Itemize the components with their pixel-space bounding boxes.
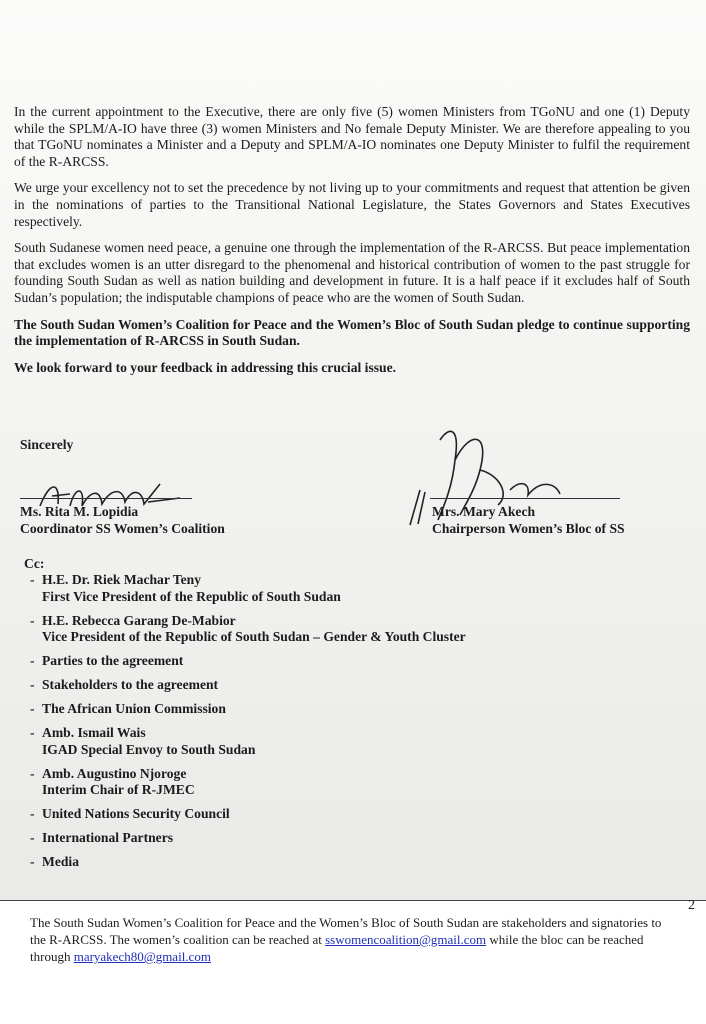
cc-item: - H.E. Rebecca Garang De-Mabior Vice President of the Republic of South Sudan – Gender & Youth Cluster [30, 612, 466, 644]
closing-salutation: Sincerely [20, 437, 74, 452]
cc-list [30, 572, 670, 878]
signatory-right-name: Mrs. Mary Akech [432, 504, 536, 519]
cc-item: - H.E. Dr. Riek Machar Teny First Vice President of the Republic of South Sudan [30, 572, 341, 604]
letter-body [14, 104, 690, 386]
signatory-right [432, 504, 625, 537]
cc-item: - The African Union Commission [30, 701, 226, 716]
signatory-left [20, 504, 225, 537]
cc-item: - International Partners [30, 830, 174, 845]
signatory-left-title: Coordinator SS Women’s Coalition [20, 520, 225, 536]
paragraph-pledge: The South Sudan Women’s Coalition for Peace and the Women’s Bloc of South Sudan pledge to continue supporting the implementation of R-ARCSS in South Sudan. [14, 316, 690, 349]
cc-item: - Parties to the agreement [30, 653, 184, 668]
cc-item: - Media [30, 854, 79, 869]
paragraph-feedback: We look forward to your feedback in addressing this crucial issue. [14, 359, 397, 375]
cc-label: Cc: [24, 556, 45, 571]
signatory-right-title: Chairperson Women’s Bloc of SS [432, 520, 625, 536]
email-link-coalition[interactable]: sswomencoalition@gmail.com [325, 932, 487, 947]
page-number: 2 [688, 898, 695, 913]
signatory-left-name: Ms. Rita M. Lopidia [20, 504, 139, 519]
footer-divider [0, 900, 706, 901]
signature-line-right [430, 498, 620, 499]
paragraph-appointment: In the current appointment to the Executive, there are only five (5) women Ministers from TGoNU and one (1) Deputy while the SPLM/A-IO have three (3) women Ministers and No female Deputy Minister. We are therefore appealing to you that TGoNU nominates a Minister and a Deputy and SPLM/A-IO nominates one Deputy Minister to fulfil the requirement of the R-ARCSS. [14, 104, 690, 169]
paragraph-urge: We urge your excellency not to set the precedence by not living up to your commitments and request that attention be given in the nominations of parties to the Transitional National Legislature, the States Governors and States Executives respectively. [14, 180, 690, 229]
cc-item: - United Nations Security Council [30, 806, 230, 821]
cc-item: - Amb. Ismail Wais IGAD Special Envoy to South Sudan [30, 725, 256, 757]
cc-item: - Amb. Augustino Njoroge Interim Chair of R-JMEC [30, 765, 195, 797]
footer-note: The South Sudan Women’s Coalition for Peace and the Women’s Bloc of South Sudan are stakeholders and signatories to the R-ARCSS. The women’s coalition can be reached at sswomencoalition@gmail.com while the bloc can be reached through maryakech80@gmail.com [30, 915, 662, 964]
paragraph-peace: South Sudanese women need peace, a genuine one through the implementation of the R-ARCSS. But peace implementation that excludes women is an utter disregard to the phenomenal and historical contribution of women to the past struggle for founding South Sudan as well as nation building and development in future. It is a half peace if it excludes half of South Sudan’s population; the indisputable champions of peace who are the women of South Sudan. [14, 240, 690, 305]
email-link-bloc[interactable]: maryakech80@gmail.com [73, 949, 211, 964]
signature-line-left [20, 498, 192, 499]
cc-item: - Stakeholders to the agreement [30, 677, 219, 692]
